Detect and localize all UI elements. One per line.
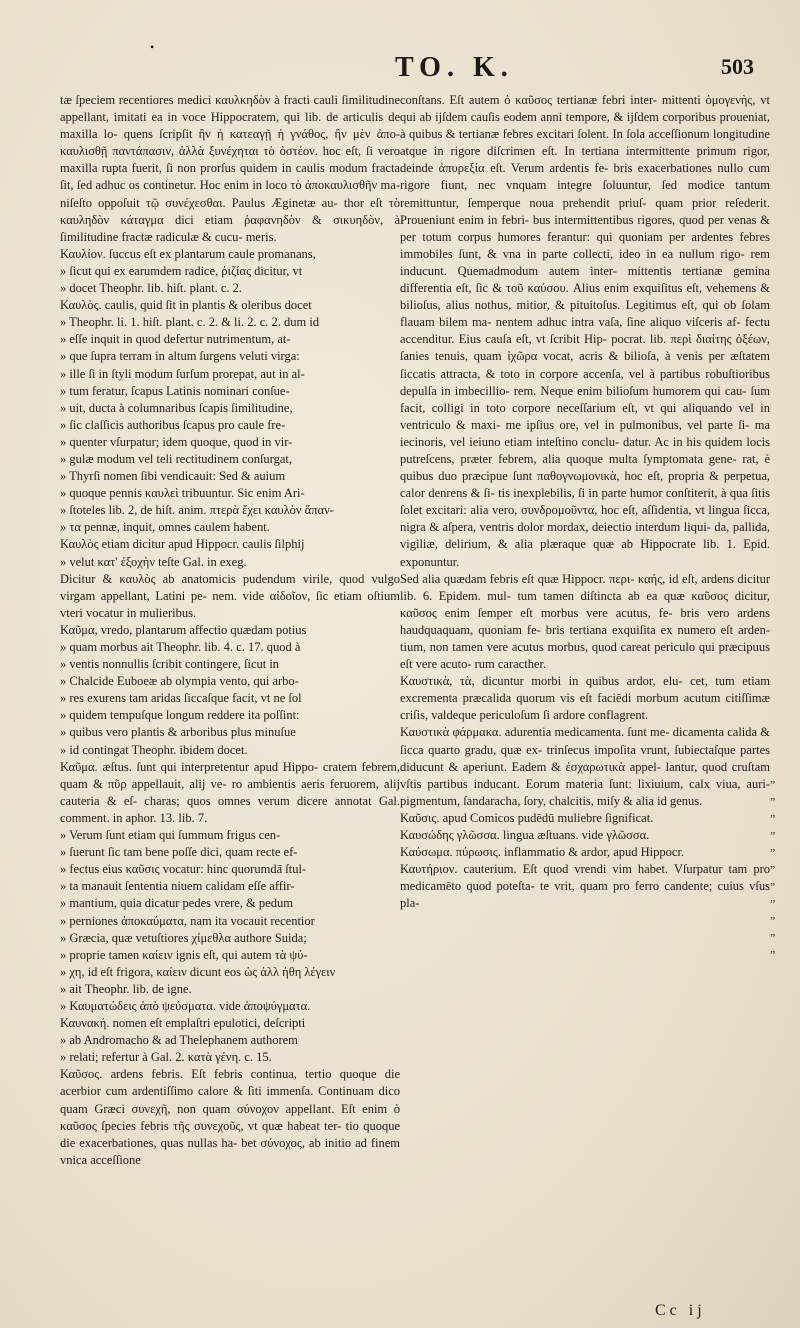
text-paragraph: Dicitur & καυλὸς ab anatomicis pudendum virile, quod vulgo virgam appellant, Latini pe- nem. vide αἰδοῖον, ſic etiam oſtium vteri vocatur in mulieribus. <box>60 571 400 620</box>
text-paragraph: » quoque pennis καυλεὶ tribuuntur. Sic enim Ari- <box>60 486 305 501</box>
text-paragraph: » relati; refertur à Gal. 2. κατὰ γένη. c. 15. <box>60 1050 272 1065</box>
margin-quote-mark: „ <box>770 907 776 921</box>
text-paragraph: » ſuerunt ſic tam bene poſſe dici, quam recte ef- <box>60 845 298 860</box>
corner-mark: • <box>150 40 155 54</box>
signature-mark: Cc ij <box>655 1302 706 1319</box>
margin-quote-mark: „ <box>770 941 776 955</box>
text-paragraph: Καυλίον. ſuccus eſt ex plantarum caule promanans, <box>60 246 316 261</box>
text-paragraph: » ſic claſſicis authoribus ſcapus pro caule fre- <box>60 417 286 432</box>
text-paragraph: » quidem tempuſque longum reddere ita poſſint: <box>60 708 300 723</box>
text-paragraph: » docet Theophr. lib. hiſt. plant. c. 2. <box>60 281 243 296</box>
text-paragraph: Καυστικὰ φάρμακα. adurentia medicamenta. ſunt me- dicamenta calida & ſicca quarto gradu, quæ ex- trinſecus impoſita vrunt, ſubiectaſque partes diducunt & aperiunt. Eadem & ἐσχαρωτικὰ appel- lantur, quod cruſtam vſtis partibus inducant. Eorum materia ſunt: lixiuium, calx viua, auri- pigmentum, ſandaracha, ſory, chalcitis, miſy & alia id genus. <box>400 725 770 808</box>
text-paragraph: » ille ſi in ſtyli modum ſurſum prorepat, aut in al- <box>60 366 305 381</box>
text-paragraph: » proprie tamen καίειν ignis eſt, qui autem τὰ ψύ- <box>60 947 308 962</box>
margin-quote-mark: „ <box>770 839 776 853</box>
text-paragraph: » Thyrſi nomen ſibi vendicauit: Sed & auium <box>60 469 286 484</box>
text-paragraph: » ait Theophr. lib. de igne. <box>60 981 192 996</box>
text-paragraph: » que ſupra terram in altum ſurgens veluti virga: <box>60 349 300 364</box>
text-paragraph: Καυνακή. nomen eſt emplaſtri epulotici, deſcripti <box>60 1016 306 1031</box>
margin-quote-marks <box>770 770 790 957</box>
text-paragraph: » fectus eius καῦσις vocatur: hinc quorumdā ſtul- <box>60 862 307 877</box>
text-paragraph: » Græcia, quæ vetuſtiores χίμεθλα authore Suida; <box>60 930 307 945</box>
page-header <box>60 48 760 88</box>
text-paragraph: Καυσώδης γλῶσσα. lingua æſtuans. vide γλῶσσα. <box>400 828 650 843</box>
text-paragraph: Καῦμα. æſtus. ſunt qui interpretentur apud Hippo- cratem febrem, quam & πῦρ appellauit, alij ve- ro ambientis aeris feruorem, alij cauteria & eſ- charas; quos omnes verum dicere annotat Gal. comment. in aphor. 13. lib. 7. <box>60 759 400 825</box>
text-paragraph: » mantium, quia dicatur pedes vrere, & pedum <box>60 896 293 911</box>
text-paragraph: » uit, ducta à columnaribus ſcapis ſimilitudine, <box>60 400 293 415</box>
text-paragraph: » Verum ſunt etiam qui ſummum frigus cen- <box>60 828 281 843</box>
page-number: 503 <box>721 54 754 79</box>
margin-quote-mark: „ <box>770 805 776 819</box>
left-column <box>60 92 400 1169</box>
text-paragraph: Καυλὸς etiam dicitur apud Hippocr. caulis ſilphij <box>60 537 305 552</box>
text-paragraph: » ab Andromacho & ad Thelephanem authorem <box>60 1033 298 1048</box>
text-paragraph: » Theophr. li. 1. hiſt. plant. c. 2. & li. 2. c. 2. dum id <box>60 315 320 330</box>
text-paragraph: Sed alia quædam febris eſt quæ Hippocr. περι- καής, id eſt, ardens dicitur lib. 6. Epidem. mul- tum tamen diſtincta ab ea quæ καῦσος dicitur, καῦσος enim ſemper eſt morbus vere acutus, fe- bris vero ardens haudquaquam, quoniam fe- bris tertiana exquiſita ex numero eſt arden- tium, non tamen vere acutus morbus, quod careat periculo qui præcipuus eſt vere acuto- rum caracther. <box>400 571 770 672</box>
margin-quote-mark: „ <box>770 822 776 836</box>
margin-quote-mark: „ <box>770 788 776 802</box>
text-paragraph: » Καυματώδεις ἀπὸ ψεύσματα. vide ἀποψύγματα. <box>60 998 311 1013</box>
text-paragraph: Καυλὸς. caulis, quid ſit in plantis & oleribus docet <box>60 298 312 313</box>
text-paragraph: » quam morbus ait Theophr. lib. 4. c. 17. quod à <box>60 640 301 654</box>
text-paragraph: » eſſe inquit in quod defertur nutrimentum, at- <box>60 332 291 347</box>
running-head: TO. K. <box>395 52 514 83</box>
text-paragraph: » velut κατ' ἐξοχὴν teſte Gal. in exeg. <box>60 554 247 569</box>
text-paragraph: » gulæ modum vel teli rectitudinem conſurgat, <box>60 451 293 466</box>
text-paragraph: conſtans. Eſt autem ὁ καῦσος tertianæ febri inter- mittenti ὁμογενὴς, vt qui ab ijſdem cauſis eodem anni tempore, & ijſdem corporibus proueniat, à quibus & tertianæ febres excitari ſolent. In ſola acceſſionum longitudine atque in rigore diſcrimen eſt. In tertiana intermittente primum rigor, deinde ἀπυρεξία eſt. Verum ardentis fe- bris exacerbationes nullo cum rigore fiunt, nec vnquam integre ſoluuntur, ſed modice tantum remittuntur, ſemperque noua prehendit priuſ- quam prior reſederit. Proueniunt enim in febri- bus intermittentibus rigores, quod per venas & per totum corpus humores ferantur: qui quoniam per ardentes febres immobiles ſunt, & vna in parte collecti, ideo in ea nullum rigo- rem inducunt. Quemadmodum autem inter- mittentis tertianæ gemina differentia eſt, ſic & τοῦ καύσου. Alius enim exquiſitus eſt, vehemens & bilioſus, alius nothus, mitior, & pituitoſus. Legitimus eſt, qui ob ſolam flauam bilem ma- nentem adhuc intra vaſa, ſine aliquo viſceris af- fectu accenditur. Eius cauſa eſt, vt ſcribit Hip- pocrat. lib. περὶ διαίτης ὀξέων, ſanies tenuis, quam ἰχῶρα vocat, acris & bilioſa, à venis per æſtatem ſiccatis attracta, & toto in corpore accenſa, vel à partibus robuſtioribus depulſa in imbecillio- rem. Neque enim bilioſum humorem qui cau- ſum facit, colligi in toto corpore neceſſarium eſt, vt qui aliquando vel in ventriculo & maxi- me ipſius ore, vel in pulmonibus, vel parte ſi- ma iecinoris, vel ieiuno etiam inteſtino conclu- datur. Ac in his quidem locis putreſcens, præter febrem, alia quoque multa ſymptomata gene- rat, è quibus duo præcipue ſunt παθογνωμονικὰ, hoc eſt, propria & perpetua, calor denrens & ſi- tis inexplebilis, ſi in parte humor conſtiterit, à qua ſitis ſolet excitari: alia vero, συνδρομοῦντα, hoc eſt, aſſidentia, vt lingua ſicca, nigra & aſpera, ventris dolor mordax, deiectio interdum liqui- da, pallida, vigiliæ, delirium, & alia plæraque quæ ab Hippocrate lib. 1. Epid. exponuntur. <box>400 93 770 569</box>
text-paragraph: » ta manauit ſententia niuem calidam eſſe affir- <box>60 879 295 894</box>
text-paragraph: » perniones ἀποκαύματα, nam ita vocauit recentior <box>60 913 315 928</box>
text-paragraph: » quenter vſurpatur; idem quoque, quod in vir- <box>60 434 293 449</box>
text-paragraph: tæ ſpeciem recentiores medici καυλκηδὸν à fracti cauli ſimilitudine appellant, imitati ea in voce Hippocratem, qui lib. de articulis de maxilla lo- quens ſcripſit ἢν ἡ κατεαγῇ ἡ γνάθος, ἢν μὲν ἀπο- καυλισθῇ παντάπασιν, ἀλλὰ ξυνέχηται τὸ ὀστέον. hoc eſt, ſi vero maxilla rupta fuerit, ſi non prorſus quidem in caulis modum fracta ſit, ſed adhuc os continetur. Hoc enim in loco τὸ ἀποκαυλισθῆν ma- niſeſto oppoſuit τῷ συνέχεσθαι. Paulus Æginetæ au- thor eſt τὸ καυληδὸν κάταγμα dici etiam ῥαφανηδὸν & σικυηδὸν, à ſimilitudine fractæ radiculæ & cucu- meris. <box>60 93 400 244</box>
text-paragraph: » τα pennæ, inquit, omnes caulem habent. <box>60 520 270 535</box>
margin-quote-mark: „ <box>770 771 776 785</box>
text-paragraph: Καῦσος. ardens febris. Eſt febris continua, tertio quoque die acerbior cum ardentiſſimo calore & ſiti immenſa. Continuam dico quam Græci συνεχῆ, non quam σύνοχον appellant. Eſt enim ὁ καῦσος ſpecies febris τῆς συνεχοῦς, vt quæ habeat ter- tio quoque die exacerbationes, quas nullas ha- bet σύνοχος, ab initio ad finem vnica acceſſione <box>60 1067 400 1167</box>
text-paragraph: » ſicut qui ex earumdem radice, ῥιζίας dicitur, vt <box>60 263 303 278</box>
text-paragraph: Καῦμα, vredo, plantarum affectio quædam potius <box>60 622 307 637</box>
text-paragraph: Καῦσις. apud Comicos pudēdū muliebre ſignificat. <box>400 810 654 825</box>
margin-quote-mark: „ <box>770 856 776 870</box>
text-paragraph: » ventis nonnullis ſcribit contingere, ſicut in <box>60 657 280 672</box>
text-paragraph: » ſtoteles lib. 2, de hiſt. anim. πτερὰ ἔχει καυλὸν ἅπαν- <box>60 503 334 518</box>
text-paragraph: » res exurens tam aridas ſiccaſque facit, vt ne ſol <box>60 691 302 706</box>
margin-quote-mark: „ <box>770 890 776 904</box>
margin-quote-mark: „ <box>770 924 776 938</box>
text-paragraph: Καύσωμα. πύρωσις. inflammatio & ardor, apud Hippocr. <box>400 845 685 860</box>
margin-quote-mark: „ <box>770 873 776 887</box>
text-paragraph: » quibus vero plantis & arboribus plus minuſue <box>60 725 296 740</box>
text-paragraph: » tum feratur, ſcapus Latinis nominari conſue- <box>60 383 290 398</box>
text-paragraph: » Chalcide Euboeæ ab olympia vento, qui arbo- <box>60 674 299 689</box>
text-paragraph: Καυτήριον. cauterium. Eſt quod vrendi vim habet. Vſurpatur tam pro medicamēto quod poteſta- te vrit, quam pro ferro candente; cuius vſus pla- <box>400 862 770 911</box>
right-column <box>400 92 770 913</box>
text-paragraph: Καυστικὰ, τὰ, dicuntur morbi in quibus ardor, elu- cet, tum etiam excrementa præcalida quorum vis eſt faciēdi morbum acutum citiſſimæ criſis, valdeque periculoſum ſi ardore conflagrent. <box>400 674 770 723</box>
text-paragraph: » id contingat Theophr. ibidem docet. <box>60 742 248 757</box>
text-paragraph: » χη, id eſt frigora, καίειν dicunt eos ὡς ἀλλ ἠθη λέγειν <box>60 964 336 979</box>
